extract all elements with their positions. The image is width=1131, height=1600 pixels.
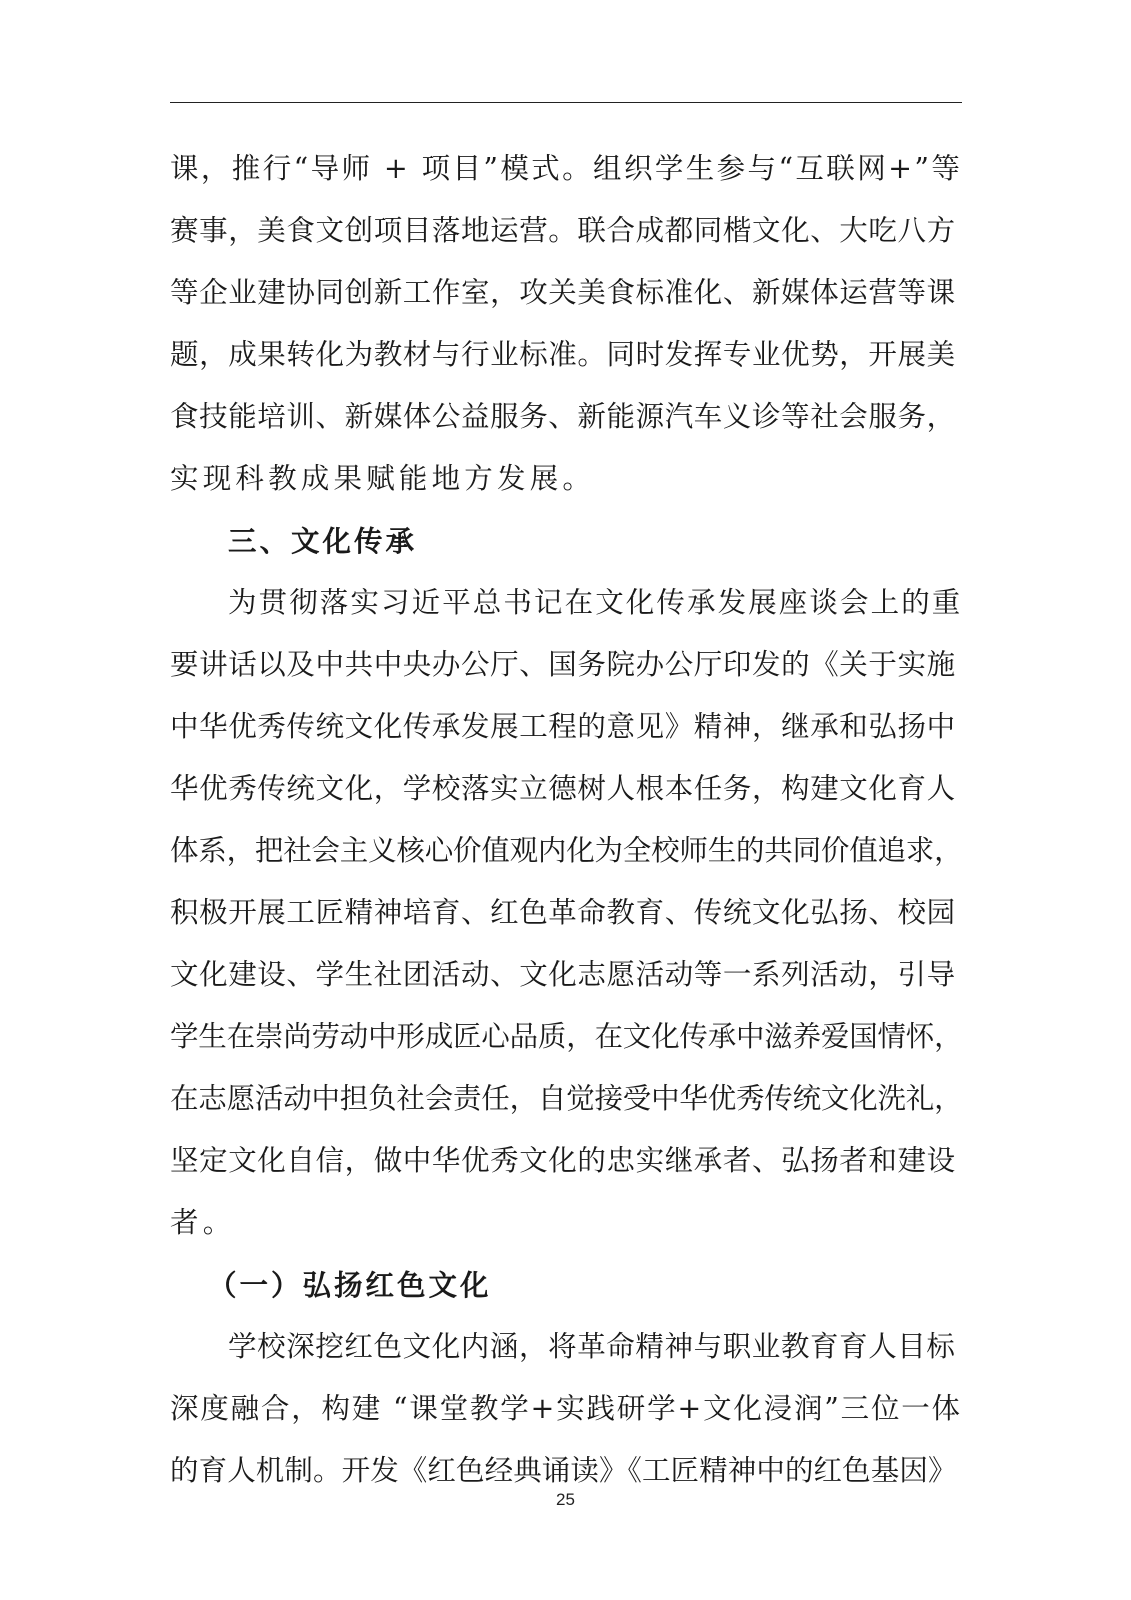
page-number: 25 xyxy=(556,1490,575,1509)
header-rule xyxy=(170,102,962,103)
text-line: 课，推行“导师 + 项目”模式。组织学生参与“互联网+”等 xyxy=(170,152,963,185)
text-line: 赛事，美食文创项目落地运营。联合成都同楷文化、大吃八方 xyxy=(170,214,956,247)
text-line: 食技能培训、新媒体公益服务、新能源汽车义诊等社会服务， xyxy=(170,400,956,433)
text-line: 中华优秀传统文化传承发展工程的意见》精神，继承和弘扬中 xyxy=(170,710,956,743)
text-line: 的育人机制。开发《红色经典诵读》《工匠精神中的红色基因》 xyxy=(170,1454,957,1487)
text-line: 深度融合，构建 “课堂教学+实践研学+文化浸润”三位一体 xyxy=(170,1392,962,1425)
text-line: 为贯彻落实习近平总书记在文化传承发展座谈会上的重 xyxy=(228,586,963,619)
text-line: 学校深挖红色文化内涵，将革命精神与职业教育育人目标 xyxy=(228,1330,956,1363)
text-line: 华优秀传统文化，学校落实立德树人根本任务，构建文化育人 xyxy=(170,772,956,805)
text-line: 体系，把社会主义核心价值观内化为全校师生的共同价值追求， xyxy=(170,834,963,867)
text-line: 学生在崇尚劳动中形成匠心品质，在文化传承中滋养爱国情怀， xyxy=(170,1020,963,1053)
paragraph-red-culture xyxy=(170,1316,962,1502)
page-body xyxy=(170,138,962,1502)
text-line: 文化建设、学生社团活动、文化志愿活动等一系列活动，引导 xyxy=(170,958,956,991)
paragraph-culture xyxy=(170,572,962,1254)
text-line: 积极开展工匠精神培育、红色革命教育、传统文化弘扬、校园 xyxy=(170,896,956,929)
text-line: 者。 xyxy=(170,1206,236,1239)
text-line: 等企业建协同创新工作室，攻关美食标准化、新媒体运营等课 xyxy=(170,276,956,309)
text-line: 题，成果转化为教材与行业标准。同时发挥专业优势，开展美 xyxy=(170,338,956,371)
section-heading: 三、文化传承 xyxy=(228,524,418,558)
paragraph-intro xyxy=(170,138,962,510)
text-line: 坚定文化自信，做中华优秀文化的忠实继承者、弘扬者和建设 xyxy=(170,1144,956,1177)
subsection-heading: （一）弘扬红色文化 xyxy=(208,1268,492,1302)
text-line: 实现科教成果赋能地方发展。 xyxy=(170,462,596,495)
text-line: 在志愿活动中担负社会责任，自觉接受中华优秀传统文化洗礼， xyxy=(170,1082,963,1115)
text-line: 要讲话以及中共中央办公厅、国务院办公厅印发的《关于实施 xyxy=(170,648,956,681)
